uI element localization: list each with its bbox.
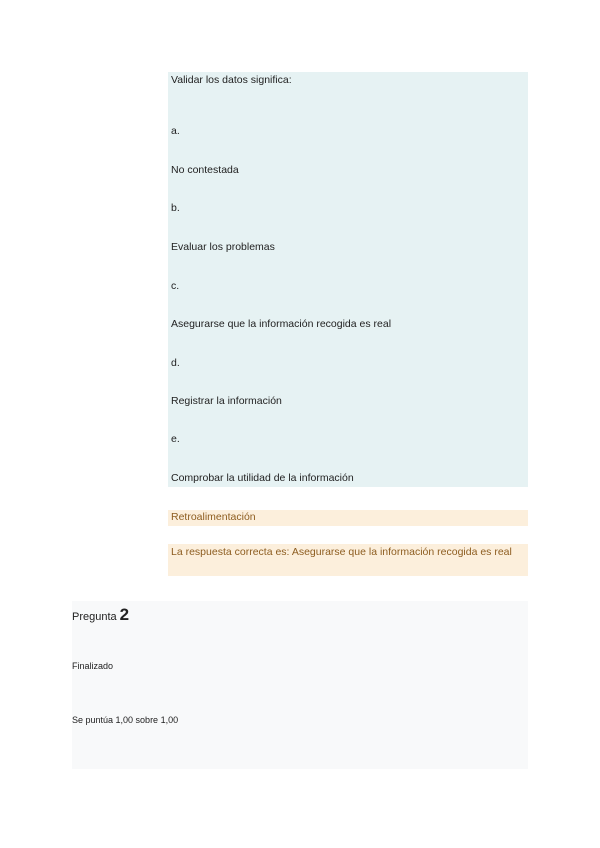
option-b-letter[interactable]: b. (171, 202, 180, 214)
question-1-content (168, 72, 528, 487)
question-1-prompt: Validar los datos significa: (171, 74, 292, 86)
feedback-title: Retroalimentación (168, 510, 528, 526)
question-2-heading (72, 605, 129, 625)
option-a-letter[interactable]: a. (171, 125, 180, 137)
option-d-text[interactable]: Registrar la información (171, 395, 282, 407)
question-label: Pregunta (72, 611, 117, 623)
option-d-letter[interactable]: d. (171, 357, 180, 369)
question-status: Finalizado (72, 661, 114, 671)
question-score: Se puntúa 1,00 sobre 1,00 (72, 715, 179, 725)
option-b-text[interactable]: Evaluar los problemas (171, 241, 275, 253)
option-a-text[interactable]: No contestada (171, 164, 239, 176)
option-e-letter[interactable]: e. (171, 433, 180, 445)
option-e-text[interactable]: Comprobar la utilidad de la información (171, 472, 354, 484)
option-c-letter[interactable]: c. (171, 280, 180, 292)
option-c-text[interactable]: Asegurarse que la información recogida es real (171, 318, 392, 330)
question-number: 2 (119, 605, 130, 624)
question-2-info-panel (72, 601, 528, 769)
feedback-correct-answer: La respuesta correcta es: Asegurarse que la información recogida es real (168, 544, 528, 576)
